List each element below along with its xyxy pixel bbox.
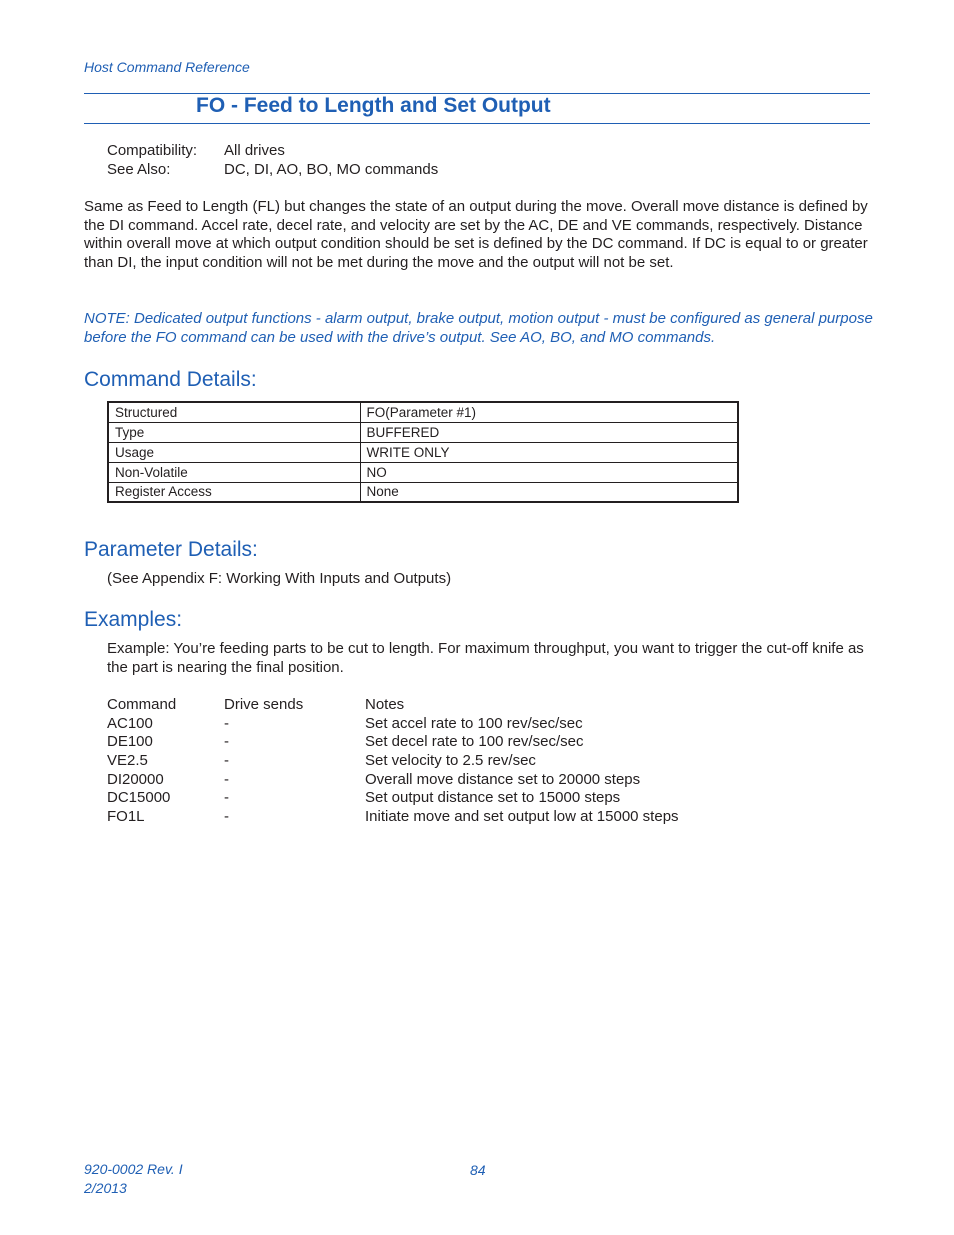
footer-date: 2/2013	[84, 1180, 127, 1196]
example-notes: Set decel rate to 100 rev/sec/sec	[365, 733, 584, 751]
table-cell-label: Register Access	[108, 482, 360, 502]
column-header-drive-sends: Drive sends	[224, 696, 304, 713]
see-also-row	[107, 161, 438, 180]
column-header-notes: Notes	[365, 696, 405, 713]
table-row	[108, 402, 738, 422]
example-notes: Set velocity to 2.5 rev/sec	[365, 752, 536, 770]
table-cell-value: FO(Parameter #1)	[360, 402, 738, 422]
examples-table	[107, 696, 679, 827]
example-command: FO1L	[107, 808, 145, 826]
compatibility-label: Compatibility:	[107, 142, 198, 159]
example-notes: Set output distance set to 15000 steps	[365, 789, 621, 807]
example-drive-sends: -	[224, 789, 229, 807]
table-cell-value: WRITE ONLY	[360, 442, 738, 462]
examples-row	[107, 789, 679, 808]
table-cell-label: Type	[108, 422, 360, 442]
examples-row	[107, 715, 679, 734]
see-also-label: See Also:	[107, 160, 171, 178]
examples-row	[107, 771, 679, 790]
example-drive-sends: -	[224, 752, 229, 770]
example-drive-sends: -	[224, 808, 229, 826]
examples-row	[107, 808, 679, 827]
examples-heading: Examples:	[84, 608, 183, 631]
table-row	[108, 482, 738, 502]
footer-page-number: 84	[470, 1162, 486, 1178]
table-cell-label: Usage	[108, 442, 360, 462]
command-details-table	[107, 401, 739, 503]
table-row	[108, 462, 738, 482]
compatibility-block	[107, 142, 438, 179]
footer-doc-info	[84, 1160, 183, 1198]
compatibility-value: All drives	[224, 142, 285, 159]
example-command: AC100	[107, 714, 153, 732]
example-command: DC15000	[107, 789, 171, 807]
example-command: DE100	[107, 733, 153, 751]
example-command: DI20000	[107, 770, 164, 788]
note-paragraph: NOTE: Dedicated output functions - alarm output, brake output, motion output - must be configured as general purpose before the FO command can be used with the drive’s output. See AO, BO, and MO commands.	[84, 310, 873, 346]
examples-row	[107, 752, 679, 771]
example-notes: Overall move distance set to 20000 steps	[365, 770, 641, 788]
table-cell-value: None	[360, 482, 738, 502]
parameter-details-text: (See Appendix F: Working With Inputs and Outputs)	[107, 570, 452, 587]
example-notes: Initiate move and set output low at 15000 steps	[365, 808, 679, 826]
example-notes: Set accel rate to 100 rev/sec/sec	[365, 714, 583, 732]
example-drive-sends: -	[224, 714, 229, 732]
table-cell-label: Structured	[108, 402, 360, 422]
example-intro: Example: You’re feeding parts to be cut to length. For maximum throughput, you want to trigger the cut-off knife as the part is nearing the final position.	[107, 640, 864, 676]
table-row	[108, 422, 738, 442]
see-also-value: DC, DI, AO, BO, MO commands	[224, 160, 439, 178]
page-title: FO - Feed to Length and Set Output	[196, 94, 551, 117]
table-cell-label: Non-Volatile	[108, 462, 360, 482]
table-cell-value: BUFFERED	[360, 422, 738, 442]
examples-row	[107, 733, 679, 752]
table-row	[108, 442, 738, 462]
example-drive-sends: -	[224, 770, 229, 788]
command-details-heading: Command Details:	[84, 368, 257, 391]
column-header-command: Command	[107, 696, 177, 713]
footer-doc-number: 920-0002 Rev. I	[84, 1161, 183, 1177]
examples-header-row	[107, 696, 679, 715]
running-head: Host Command Reference	[84, 59, 250, 75]
example-drive-sends: -	[224, 733, 229, 751]
parameter-details-heading: Parameter Details:	[84, 538, 258, 561]
table-cell-value: NO	[360, 462, 738, 482]
example-command: VE2.5	[107, 752, 148, 770]
description-paragraph: Same as Feed to Length (FL) but changes the state of an output during the move. Overall move distance is defined by the DI command. Accel rate, decel rate, and velocity are set by the AC, DE and VE commands, respectively. Distance within overall move at which output condition should be set is defined by the DC command. If DC is equal to or greater than DI, the input condition will not be met during the move and the output will not be set.	[84, 198, 868, 272]
compatibility-row	[107, 142, 438, 161]
title-bottom-rule	[84, 123, 870, 124]
